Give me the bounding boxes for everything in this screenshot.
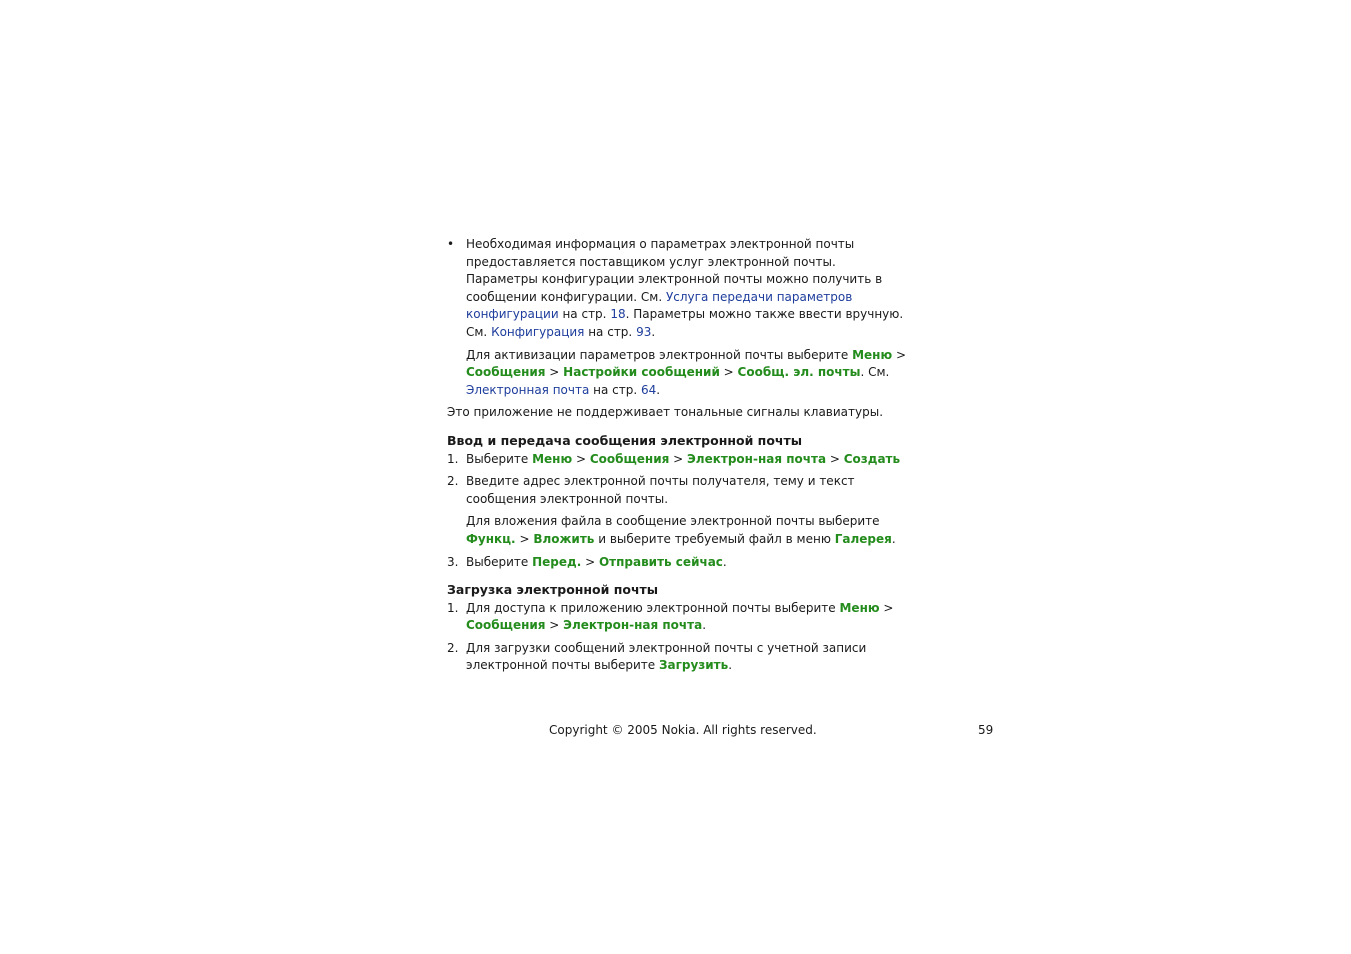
menu-item-insert: Вложить: [533, 531, 595, 546]
text: Для доступа к приложению электронной почты выберите: [466, 600, 840, 615]
paragraph: [466, 640, 907, 675]
menu-item-options: Функц.: [466, 531, 516, 546]
step-2-write: [447, 473, 907, 508]
menu-item-messages: Сообщения: [466, 365, 546, 380]
text: Необходимая информация о параметрах электронной почты предоставляется поставщиком услуг электронной почты. Параметры конфигурации электронной почты можно получить в сообщении конфигурации. См.: [466, 237, 883, 304]
text: на стр.: [584, 324, 637, 339]
link-email[interactable]: Электронная почта: [466, 382, 590, 397]
text: .: [722, 554, 727, 569]
separator: >: [669, 451, 687, 466]
separator: >: [719, 365, 738, 380]
link-page-64[interactable]: 64: [641, 382, 657, 397]
text: Для вложения файла в сообщение электронной почты выберите: [466, 514, 880, 529]
step-number: 3.: [447, 554, 459, 569]
separator: >: [826, 451, 844, 466]
text: Выберите: [466, 451, 533, 466]
menu-item-message-settings: Настройки сообщений: [563, 365, 720, 380]
text: .: [728, 658, 733, 673]
text: на стр.: [589, 382, 641, 397]
link-page-18[interactable]: 18: [610, 307, 626, 322]
menu-item-email-messages: Сообщ. эл. почты: [737, 365, 861, 380]
link-config-service[interactable]: Услуга передачи параметров конфигурации: [466, 289, 853, 322]
text: и выберите требуемый файл в меню: [594, 531, 835, 546]
paragraph: [466, 513, 907, 548]
text: .: [656, 382, 661, 397]
text: на стр.: [558, 307, 611, 322]
paragraph: [466, 236, 907, 342]
step-number: 2.: [447, 474, 459, 489]
menu-item-email: Электрон-ная почта: [563, 618, 703, 633]
menu-item-gallery: Галерея: [834, 531, 892, 546]
step-1-write: [447, 451, 907, 469]
text: .: [651, 324, 656, 339]
text: . См.: [860, 365, 890, 380]
activation-paragraph: [447, 347, 907, 400]
step-2-retrieve: [447, 640, 907, 675]
section-heading-write-send: Ввод и передача сообщения электронной почты: [447, 432, 803, 448]
menu-item-menu: Меню: [532, 451, 573, 466]
separator: >: [879, 600, 894, 615]
separator: >: [572, 451, 590, 466]
step-number: 1.: [447, 451, 459, 466]
paragraph: [466, 347, 907, 400]
text: .: [891, 531, 896, 546]
separator: >: [892, 347, 906, 362]
menu-item-send-now: Отправить сейчас: [598, 554, 723, 569]
paragraph: [466, 554, 907, 572]
menu-item-menu: Меню: [839, 600, 880, 615]
menu-item-menu: Меню: [852, 347, 893, 362]
menu-item-messages: Сообщения: [589, 451, 670, 466]
step-3-write: [447, 554, 907, 572]
text: Для активизации параметров электронной почты выберите: [466, 347, 853, 362]
separator: >: [581, 554, 599, 569]
page-number: 59: [978, 723, 994, 737]
menu-item-send: Перед.: [532, 554, 582, 569]
link-configuration[interactable]: Конфигурация: [491, 324, 585, 339]
separator: >: [545, 618, 564, 633]
link-page-93[interactable]: 93: [636, 324, 652, 339]
menu-item-email: Электрон-ная почта: [687, 451, 827, 466]
text: Для загрузки сообщений электронной почты с учетной записи электронной почты выберите: [466, 640, 867, 673]
attach-paragraph: [447, 513, 907, 548]
paragraph: [466, 600, 907, 635]
page-content: [447, 236, 907, 675]
step-number: 2.: [447, 640, 459, 655]
paragraph: [466, 451, 907, 469]
section-heading-retrieve: Загрузка электронной почты: [447, 582, 659, 598]
step-1-retrieve: [447, 600, 907, 635]
bullet-marker: •: [447, 237, 455, 251]
text: . Параметры можно также ввести вручную. См.: [466, 307, 904, 339]
menu-item-messages: Сообщения: [466, 618, 546, 633]
copyright-text: Copyright © 2005 Nokia. All rights reserved.: [549, 723, 817, 737]
step-number: 1.: [447, 600, 459, 615]
menu-item-retrieve: Загрузить: [658, 658, 729, 673]
separator: >: [545, 365, 564, 380]
menu-item-create: Создать: [843, 451, 901, 466]
text: Выберите: [466, 554, 533, 569]
tone-note: Это приложение не поддерживает тональные сигналы клавиатуры.: [447, 405, 884, 420]
separator: >: [515, 531, 534, 546]
paragraph: Введите адрес электронной почты получателя, тему и текст сообщения электронной почты.: [466, 474, 855, 506]
text: .: [702, 618, 707, 633]
bullet-item-email-settings: [447, 236, 907, 342]
